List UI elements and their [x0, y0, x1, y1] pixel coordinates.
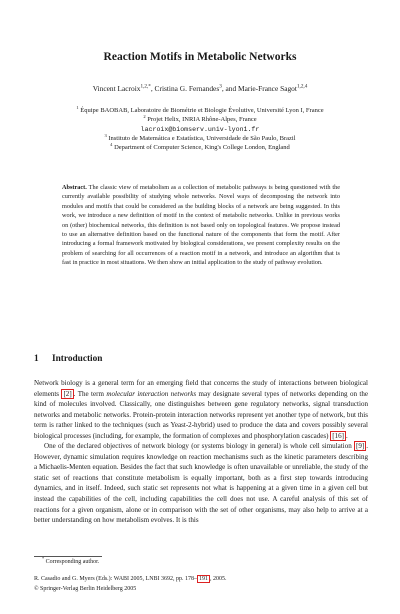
affiliation-line	[20, 125, 380, 134]
affiliation-line	[20, 106, 380, 115]
paragraph	[34, 378, 368, 441]
text-run: .	[346, 431, 348, 440]
author-separator: ,	[150, 84, 155, 93]
footnote	[42, 556, 100, 565]
paper-title: Reaction Motifs in Metabolic Networks	[103, 51, 297, 63]
affiliation-mark: 3	[104, 132, 107, 138]
text-run: One of the declared objectives of network biology (or systems biology in general) is whole cell simulation	[44, 442, 355, 451]
affiliation-list	[20, 106, 380, 152]
citation-line	[34, 575, 227, 585]
affiliation-line	[20, 134, 380, 143]
abstract-text: The classic view of metabolism as a collection of metabolic pathways is being questioned with the currently available possibility of studying whole networks. Novel ways of decomposing the network into modules and motifs that could be considered as the building blocks of a network are being suggested. In this work, we introduce a new definition of motif in the context of metabolic networks. Unlike in previous works on (other) biochemical networks, this definition is not based only on topological features. We propose instead to use an alternative definition based on the functional nature of the components that form the motif. After introducing a formal framework motivated by biological considerations, we present complexity results on the problem of searching for all occurrences of a reaction motif in a network, and introduce an algorithm that is fast in practice in most situations. We then show an initial application to the study of pathway evolution.	[62, 184, 340, 267]
text-run: R. Casadio and G. Myers (Eds.): WABI 2005, LNBI 3692, pp. 178–	[34, 576, 198, 582]
affiliation-text: Équipe BAOBAB, Laboratoire de Biométrie et Biologie Évolutive, Université Lyon I, France	[80, 107, 324, 114]
text-run: . The term	[73, 389, 107, 398]
section-title: Introduction	[52, 354, 103, 364]
abstract	[62, 183, 340, 268]
text-run: Network biology is a general term for an emerging field that concerns the study of interactions between biological elements	[34, 379, 368, 398]
affiliation-line	[20, 115, 380, 124]
author-name: Cristina G. Fernandes	[154, 84, 220, 93]
author-affil-mark: 1,2,*	[140, 83, 151, 90]
page-range-link[interactable]: 191	[199, 576, 209, 582]
copyright-line: © Springer-Verlag Berlin Heidelberg 2005	[34, 585, 137, 592]
abstract-label: Abstract.	[62, 184, 87, 191]
section-heading	[34, 354, 368, 364]
text-run: , 2005.	[210, 576, 227, 582]
citation-link[interactable]: [9]	[356, 442, 365, 451]
author-list	[0, 84, 400, 93]
author-name: Vincent Lacroix	[92, 84, 141, 93]
body-text	[34, 378, 368, 526]
affiliation-line	[20, 143, 380, 152]
affiliation-text: Instituto de Matemática e Estatística, Universidade de São Paulo, Brazil	[108, 134, 296, 142]
paragraph	[34, 441, 368, 525]
section-number: 1	[34, 354, 39, 364]
affiliation-text: Projet Helix, INRIA Rhône-Alpes, France	[147, 116, 257, 124]
author-affil-mark: 3	[219, 83, 222, 90]
author-separator: , and	[221, 84, 239, 93]
citation-link[interactable]: [2]	[63, 389, 72, 398]
affiliation-mark: 1	[76, 104, 79, 110]
colophon	[34, 575, 227, 594]
emphasis-text: molecular interaction networks	[106, 389, 197, 398]
author-affil-mark: 1,2,4	[296, 83, 308, 90]
text-run: may designate several types of networks depending on the kind of molecules involved. Classically, one distinguishes between gene regulatory networks, signal transduction networks and metabolic networks. Protein-protein interaction networks represent yet another type of network, but this term is rather linked to the techniques (such as Yeast-2-hybrid) used to produce the data and covers possibly several biological processes (including, for example, the formation of complexes and phosphorylation cascades)	[34, 389, 368, 440]
footnote-rule	[34, 556, 102, 557]
affiliation-mark: 2	[143, 114, 146, 120]
footnote-mark: *	[42, 556, 45, 561]
text-run: . However, dynamic simulation requires knowledge on reaction mechanisms such as the kinetic parameters describing a Michaelis-Menten equation. Besides the fact that such knowledge is often unavailable or unreliable, the study of the static set of reactions that constitute metabolism is equally important, both as a first step towards introducing dynamics, and in itself. Indeed, such static set represents not what is happening at a given time in a given cell but instead the capabilities of the cell, including capabilities the cell does not use. A careful analysis of this set of reactions for a given organism, alone or in comparison with the set of other organisms, may also help to arrive at a better understanding on how metabolism evolves. It is this	[34, 442, 368, 525]
affiliation-text: Department of Computer Science, King's College London, England	[114, 144, 290, 152]
author-name: Marie-France Sagot	[238, 84, 297, 93]
affiliation-mark: 4	[110, 142, 113, 148]
citation-link[interactable]: [16]	[332, 431, 345, 440]
footnote-text: Corresponding author.	[45, 559, 100, 565]
author-email[interactable]: lacroix@biomserv.univ-lyon1.fr	[140, 125, 260, 133]
